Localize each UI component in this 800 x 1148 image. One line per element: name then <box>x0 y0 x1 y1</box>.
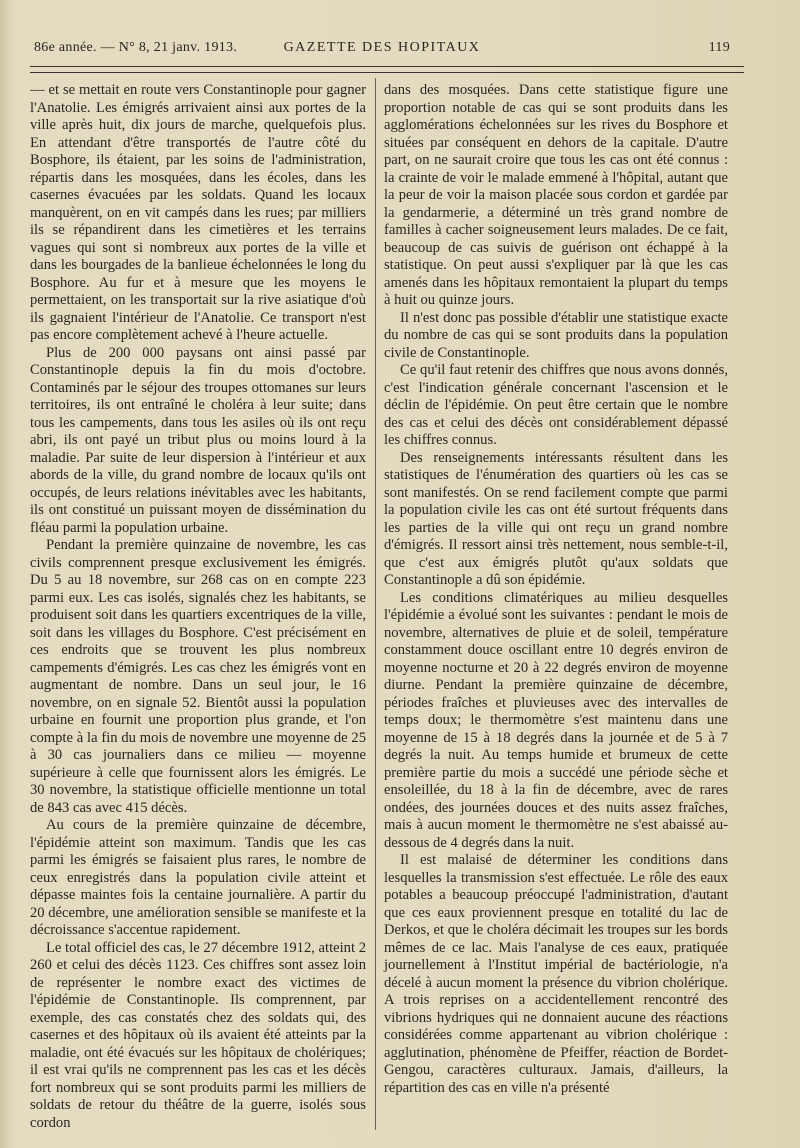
paragraph: Les conditions climatériques au milieu desquelles l'épidémie a évolué sont les suivantes : pendant le mois de novembre, alternatives de pluie et de soleil, température constamment douce oscillant entre 10 degrés environ de moyenne nocturne et 20 à 22 degrés environ de moyenne diurne. Pendant la première quinzaine de décembre, périodes fraîches et pluvieuses avec des intervalles de temps doux; le thermomètre s'est maintenu dans une moyenne de 15 à 18 degrés dans la journée et de 5 à 7 degrés la nuit. Au temps humide et brumeux de cette première partie du mois a succédé une période sèche et ensoleillée, du 18 à la fin de décembre, avec de rares ondées, des journées douces et des nuits assez fraîches, mais à aucun moment le thermomètre ne s'est abaissé au-dessous de 4 degrés dans la nuit. <box>384 589 728 851</box>
page-number: 119 <box>708 40 730 55</box>
left-column <box>30 82 366 1132</box>
header-rule-bottom <box>30 72 744 73</box>
paragraph: Plus de 200 000 paysans ont ainsi passé par Constantinople depuis la fin du mois d'octobre. Contaminés par le séjour des troupes ottomanes sur leurs territoires, ils ont entraîné le choléra à leur suite; dans tous les campements, dans tous les asiles où ils ont reçu abri, ils ont payé un tribut plus ou moins lourd à la maladie. Par suite de leur dispersion à l'intérieur et aux abords de la ville, du grand nombre de locaux qu'ils ont occupés, de leurs relations inévitables avec les habitants, ils ont constitué un puissant moyen de dissémination du fléau parmi la population urbaine. <box>30 344 366 536</box>
right-column <box>384 82 728 1097</box>
header-rule-top <box>30 66 744 67</box>
issue-info: 86e année. — N° 8, 21 janv. 1913. <box>34 40 238 55</box>
paragraph: Il est malaisé de déterminer les conditions dans lesquelles la transmission s'est effectuée. Le rôle des eaux potables a beaucoup préoccupé l'administration, d'autant que ces eaux proviennent presque en totalité du lac de Derkos, et que le choléra décimait les troupes sur les bords mêmes de ce lac. Mais l'analyse de ces eaux, pratiquée journellement à l'Institut impérial de bactériologie, n'a décelé à aucun moment la présence du vibrion cholérique. A trois reprises on a accidentellement rencontré des vibrions hydriques qui ne donnaient aucune des réactions considérées comme appartenant au vibrion cholérique : agglutination, phénomène de Pfeiffer, réaction de Bordet-Gengou, caractères culturaux. Jamais, d'ailleurs, la répartition des cas en ville n'a présenté <box>384 852 728 1096</box>
paragraph: Il n'est donc pas possible d'établir une statistique exacte du nombre de cas qui se sont produits dans la population civile de Constantinople. <box>384 309 728 361</box>
paragraph: Des renseignements intéressants résultent dans les statistiques de l'énumération des quartiers où les cas se sont manifestés. On se rend facilement compte que parmi la population civile les cas ont été surtout fréquents dans les parties de la ville qui ont reçu un grand nombre d'émigrés. Il ressort ainsi très nettement, nous semble-t-il, que c'est aux émigrés plutôt qu'aux soldats que Constantinople a dû son épidémie. <box>384 449 728 588</box>
page-header <box>34 40 730 60</box>
journal-title: GAZETTE DES HOPITAUX <box>283 40 481 55</box>
paragraph: dans des mosquées. Dans cette statistique figure une proportion notable de cas qui se sont produits dans les agglomérations échelonnées sur les rives du Bosphore et situées par conséquent en dehors de la capitale. D'autre part, on ne saurait croire que tous les cas ont été connus : la crainte de voir le malade emmené à l'hôpital, autant que la peur de voir la maison placée sous cordon et gardée par la gendarmerie, a déterminé un très grand nombre de familles à cacher soigneusement leurs malades. De ce fait, beaucoup de cas suivis de guérison ont échappé à la statistique. On peut aussi s'expliquer par là que les cas amenés dans les hôpitaux remontaient la plupart du temps à huit ou quinze jours. <box>384 82 728 308</box>
paragraph: Pendant la première quinzaine de novembre, les cas civils comprennent presque exclusivement les émigrés. Du 5 au 18 novembre, sur 268 cas on en compte 223 parmi eux. Les cas isolés, signalés chez les habitants, se produisent soit dans les quartiers excentriques de la ville, soit dans les villages du Bosphore. C'est précisément en ces endroits que se trouvent les plus nombreux campements d'émigrés. Les cas chez les émigrés vont en augmentant de nombre. Dans un seul jour, le 16 novembre, on en signale 52. Bientôt aussi la population urbaine en fournit une proportion plus grande, et l'on compte à la fin du mois de novembre une moyenne de 25 à 30 cas journaliers dans ce milieu — moyenne supérieure à celle que fournissent alors les émigrés. Le 30 novembre, la statistique officielle mentionne un total de 843 cas avec 415 décès. <box>30 537 366 816</box>
paragraph: Le total officiel des cas, le 27 décembre 1912, atteint 2 260 et celui des décès 1123. Ces chiffres sont assez loin de représenter le nombre exact des victimes de l'épidémie de Constantinople. Ils comprennent, par exemple, des cas constatés chez des soldats qui, des casernes et des hôpitaux où ils avaient été atteints par la maladie, ont été évacués sur les hôpitaux de cholériques; il est vrai qu'ils ne comprennent pas les cas et les décès fort nombreux qui se sont produits parmi les milliers de soldats de retour du théâtre de la guerre, isolés sous cordon <box>30 939 366 1131</box>
paragraph: Au cours de la première quinzaine de décembre, l'épidémie atteint son maximum. Tandis que les cas parmi les émigrés se faisaient plus rares, le nombre de ceux enregistrés dans la population civile atteint et dépasse maintes fois la centaine journalière. A partir du 20 décembre, une amélioration sensible se manifeste et la décroissance s'accentue rapidement. <box>30 817 366 938</box>
column-divider <box>375 78 376 1130</box>
paragraph: Ce qu'il faut retenir des chiffres que nous avons donnés, c'est l'indication générale concernant l'ascension et le déclin de l'épidémie. On peut être certain que le nombre des cas et celui des décès ont considérablement dépassé les chiffres connus. <box>384 362 728 448</box>
paragraph: — et se mettait en route vers Constantinople pour gagner l'Anatolie. Les émigrés arrivaient ainsi aux portes de la ville après huit, dix jours de marche, quelquefois plus. En attendant d'être transportés de l'autre côté du Bosphore, ils étaient, par les soins de l'administration, répartis dans les mosquées, dans les écoles, dans les casernes évacuées par les soldats. Quand les locaux manquèrent, on en vit campés dans les rues; par milliers ils se répandirent dans les cimetières et les terrains vagues qui sont si nombreux aux portes de la ville et dans les bourgades de la banlieue échelonnées le long du Bosphore. Au fur et à mesure que les moyens le permettaient, on les transportait sur la rive asiatique d'où ils gagnaient l'intérieur de l'Anatolie. Ce transport n'est pas encore complètement achevé à l'heure actuelle. <box>30 82 366 343</box>
